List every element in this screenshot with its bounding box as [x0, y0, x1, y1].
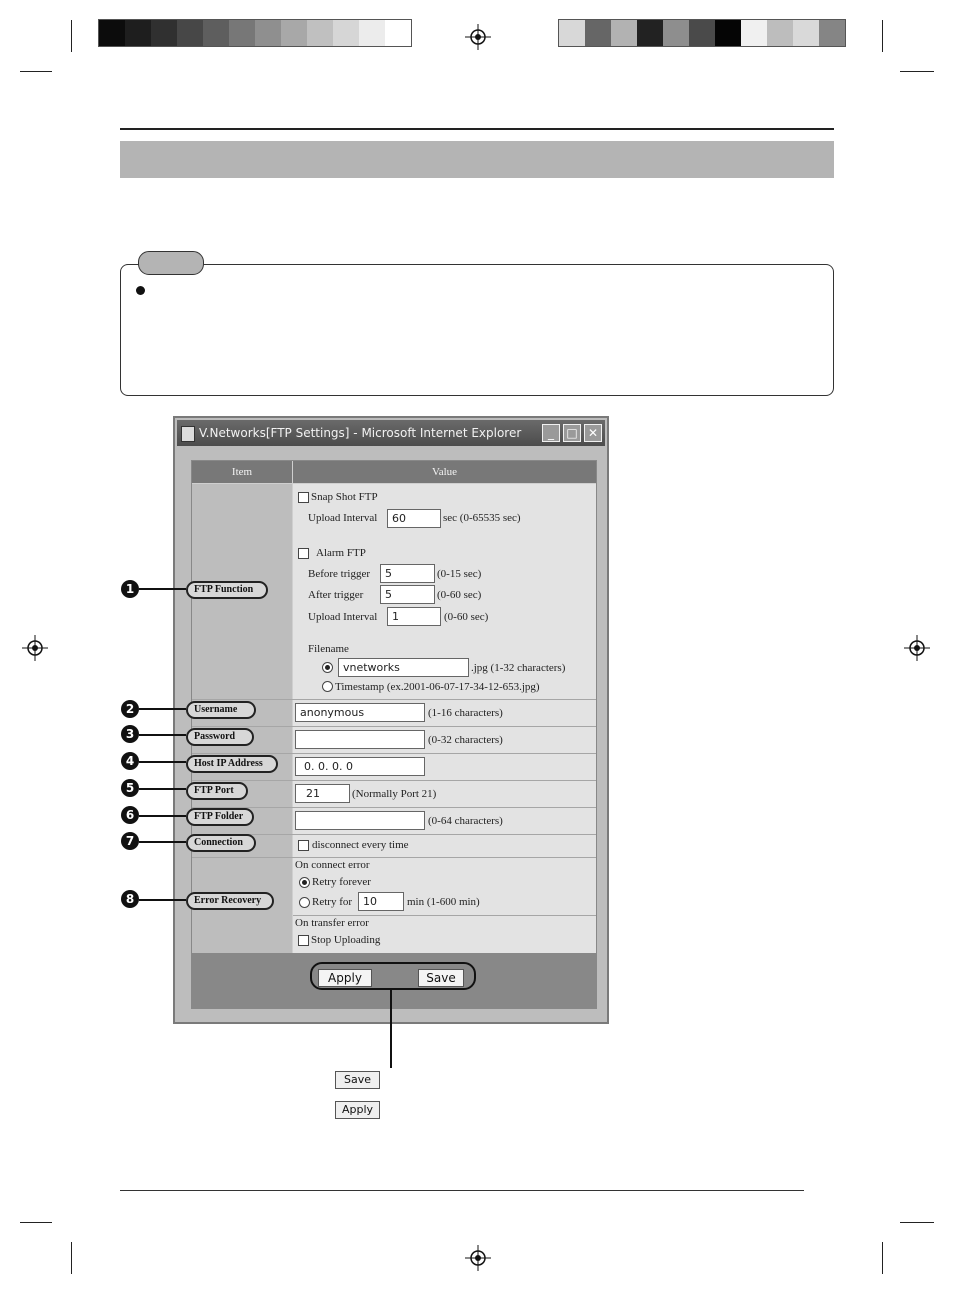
callout-number: 5 — [121, 779, 139, 797]
close-button[interactable]: ✕ — [584, 424, 602, 442]
snapshot-ftp-label: Snap Shot FTP — [311, 491, 378, 503]
label-ftp-function: FTP Function — [186, 581, 268, 599]
before-trigger-input[interactable]: 5 — [380, 564, 435, 583]
ftp-folder-hint: (0-64 characters) — [428, 815, 503, 827]
callout-leader — [139, 708, 186, 710]
label-ftp-folder: FTP Folder — [186, 808, 254, 826]
stop-uploading-checkbox[interactable] — [298, 935, 309, 946]
retry-for-hint: min (1-600 min) — [407, 896, 480, 908]
retry-forever-radio[interactable] — [299, 877, 310, 888]
callout-leader — [139, 841, 186, 843]
password-hint: (0-32 characters) — [428, 734, 503, 746]
crop-mark — [20, 1222, 52, 1223]
color-bar-left — [98, 19, 412, 47]
before-trigger-label: Before trigger — [308, 568, 370, 580]
apply-button[interactable]: Apply — [318, 969, 372, 987]
after-trigger-label: After trigger — [308, 589, 364, 601]
registration-mark-top — [465, 24, 491, 50]
callout-number: 1 — [121, 580, 139, 598]
legend-apply-button: Apply — [335, 1101, 380, 1119]
upload-interval-input[interactable]: 60 — [387, 509, 441, 528]
legend-save-button: Save — [335, 1071, 380, 1089]
section-title-band — [120, 141, 834, 178]
ie-icon — [181, 426, 195, 442]
before-trigger-hint: (0-15 sec) — [437, 568, 482, 580]
window-title: V.Networks[FTP Settings] - Microsoft Internet Explorer — [199, 426, 522, 440]
host-ip-input[interactable]: 0. 0. 0. 0 — [295, 757, 425, 776]
label-error-recovery: Error Recovery — [186, 892, 274, 910]
ftp-port-hint: (Normally Port 21) — [352, 788, 437, 800]
filename-hint: .jpg (1-32 characters) — [471, 662, 566, 674]
callout-leader — [139, 761, 186, 763]
callout-leader — [139, 815, 186, 817]
registration-mark-bottom — [465, 1245, 491, 1271]
browser-window — [173, 416, 609, 1024]
filename-label: Filename — [308, 643, 349, 655]
note-tab — [138, 251, 204, 275]
crop-mark — [900, 71, 934, 72]
row-divider — [293, 915, 596, 916]
ftp-folder-input[interactable] — [295, 811, 425, 830]
callout-number: 4 — [121, 752, 139, 770]
timestamp-label: Timestamp (ex.2001-06-07-17-34-12-653.jpg) — [335, 681, 540, 693]
on-transfer-error-label: On transfer error — [295, 917, 369, 929]
save-button[interactable]: Save — [418, 969, 464, 987]
label-host-ip: Host IP Address — [186, 755, 278, 773]
color-bar-right — [558, 19, 846, 47]
crop-mark — [900, 1222, 934, 1223]
filename-radio[interactable] — [322, 662, 333, 673]
minimize-button[interactable]: _ — [542, 424, 560, 442]
alarm-ftp-checkbox[interactable] — [298, 548, 309, 559]
registration-mark-right — [904, 635, 930, 661]
password-input[interactable] — [295, 730, 425, 749]
alarm-upload-interval-input[interactable]: 1 — [387, 607, 441, 626]
timestamp-radio[interactable] — [322, 681, 333, 692]
username-input[interactable]: anonymous — [295, 703, 425, 722]
callout-leader — [139, 588, 186, 590]
alarm-upload-interval-hint: (0-60 sec) — [444, 611, 489, 623]
crop-mark — [882, 1242, 883, 1274]
maximize-button[interactable]: □ — [563, 424, 581, 442]
disconnect-every-time-label: disconnect every time — [312, 839, 409, 851]
callout-number: 8 — [121, 890, 139, 908]
crop-mark — [71, 20, 72, 52]
registration-mark-left — [22, 635, 48, 661]
note-box — [120, 264, 834, 396]
callout-number: 6 — [121, 806, 139, 824]
callout-leader — [139, 899, 186, 901]
callout-number: 7 — [121, 832, 139, 850]
crop-mark — [20, 71, 52, 72]
alarm-upload-interval-label: Upload Interval — [308, 611, 378, 623]
crop-mark — [882, 20, 883, 52]
button-callout-line — [390, 990, 392, 1068]
retry-for-label: Retry for — [312, 896, 353, 908]
stop-uploading-label: Stop Uploading — [311, 934, 381, 946]
header-rule — [120, 128, 834, 130]
callout-number: 3 — [121, 725, 139, 743]
alarm-ftp-label: Alarm FTP — [316, 547, 366, 559]
column-header-item: Item — [192, 461, 292, 483]
retry-for-input[interactable]: 10 — [358, 892, 404, 911]
username-hint: (1-16 characters) — [428, 707, 503, 719]
on-connect-error-label: On connect error — [295, 859, 370, 871]
callout-leader — [139, 788, 186, 790]
label-connection: Connection — [186, 834, 256, 852]
disconnect-every-time-checkbox[interactable] — [298, 840, 309, 851]
snapshot-ftp-checkbox[interactable] — [298, 492, 309, 503]
label-username: Username — [186, 701, 256, 719]
retry-for-radio[interactable] — [299, 897, 310, 908]
after-trigger-hint: (0-60 sec) — [437, 589, 482, 601]
label-ftp-port: FTP Port — [186, 782, 248, 800]
crop-mark — [71, 1242, 72, 1274]
upload-interval-hint: sec (0-65535 sec) — [443, 512, 521, 524]
callout-number: 2 — [121, 700, 139, 718]
ftp-port-input[interactable]: 21 — [295, 784, 350, 803]
retry-forever-label: Retry forever — [312, 876, 371, 888]
column-header-value: Value — [293, 461, 596, 483]
after-trigger-input[interactable]: 5 — [380, 585, 435, 604]
upload-interval-label: Upload Interval — [308, 512, 378, 524]
label-password: Password — [186, 728, 254, 746]
callout-leader — [139, 734, 186, 736]
note-bullet — [136, 286, 145, 295]
filename-input[interactable]: vnetworks — [338, 658, 469, 677]
window-titlebar[interactable] — [177, 420, 605, 446]
footer-rule — [120, 1190, 804, 1191]
